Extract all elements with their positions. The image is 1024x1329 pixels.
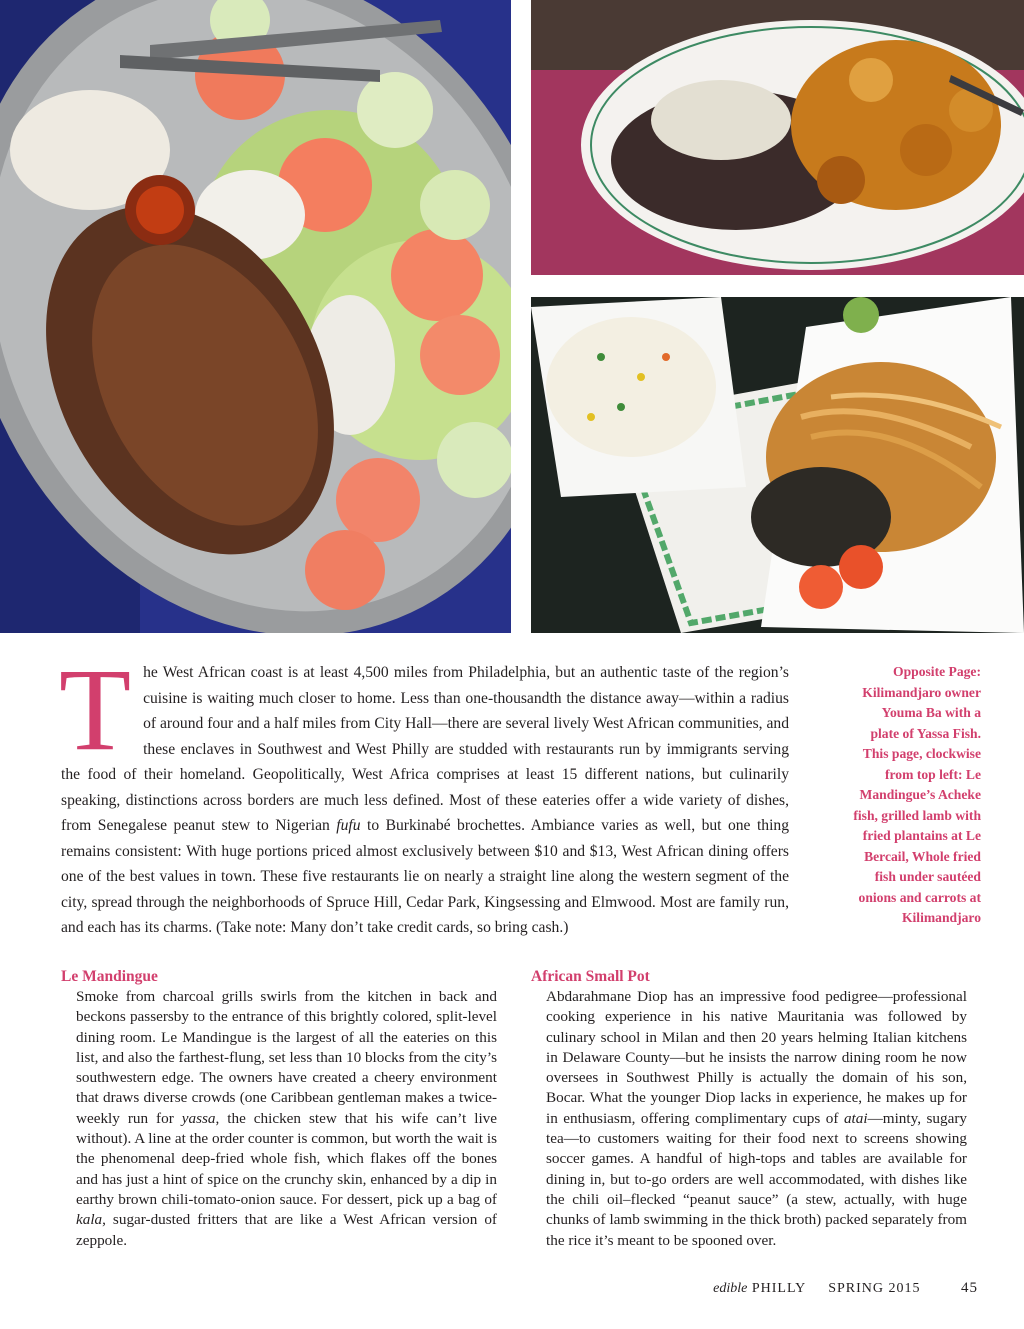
kala-term: kala — [76, 1211, 103, 1229]
kilimandjaro-fish-photo — [531, 297, 1024, 633]
body-text: , sugar-dusted fritters that are like a West African version of zeppole. — [76, 1211, 497, 1249]
african-small-pot-body — [546, 987, 967, 1251]
body-text: —minty, sugary tea—to customers waiting for their food next to screens showing soccer games. A handful of high-tops and tables are available for dining in, but to-go orders are well accommodated, with dishes like the chili oil–flecked “peanut sauce” (a stew, actually, with huge chunks of lamb swimming in the thick broth) packed separately from the rice it’s meant to be spooned over. — [546, 1109, 967, 1249]
caption-line: onions and carrots at — [858, 889, 981, 905]
caption-line: plate of Yassa Fish. — [870, 725, 981, 741]
african-small-pot-heading: African Small Pot — [531, 968, 650, 985]
magazine-brand-italic: edible — [713, 1281, 748, 1296]
caption-line: fish under sautéed — [874, 869, 981, 884]
yassa-term: yassa — [181, 1109, 216, 1127]
photo-caption — [834, 662, 981, 929]
intro-fufu-term: fufu — [336, 817, 361, 834]
le-mandingue-section — [61, 967, 497, 1251]
caption-line: Kilimandjaro owner — [862, 684, 981, 700]
caption-line: Opposite Page: — [893, 664, 981, 679]
intro-paragraph — [59, 644, 790, 941]
le-mandingue-heading: Le Mandingue — [61, 968, 158, 985]
caption-line: Bercail, Whole fried — [864, 848, 981, 864]
body-text: , the chicken stew that his wife can’t live without). A line at the order counter is common, but worth the wait is the phenomenal deep-fried whole fish, which flakes off the bones and has just a hint of spice on the crunchy skin, enhanced by a dip in earthy brown chili-tomato-onion sauce. For dessert, pick up a bag of — [76, 1109, 498, 1208]
magazine-brand-city: PHILLY — [751, 1281, 806, 1296]
caption-line: from top left: Le — [884, 766, 981, 782]
grilled-lamb-photo — [531, 0, 1024, 275]
body-text: Smoke from charcoal grills swirls from the kitchen in back and beckons passersby to the entrance of this brightly colored, split-level dining room. Le Mandingue is the largest of all the eateries on this list, and also the farthest-flung, set less than 10 blocks from the city’s southwestern edge. The owners have created a cheery environment that draws diverse crowds (one Caribbean gentleman makes a twice-weekly run for — [76, 988, 497, 1127]
caption-line: fried plantains at Le — [862, 828, 981, 843]
page-footer — [713, 1280, 978, 1297]
body-text: Abdarahmane Diop has an impressive food pedigree—professional cooking experience in his native Mauritania was followed by culinary school in Milan and then 20 years helming Italian kitchens in Delaware County—but he insists the narrow dining room he now oversees in Southwest Philly is actually the domain of his son, Bocar. What the younger Diop lacks in experience, he makes up for in enthusiasm, offering complimentary cups of — [546, 988, 967, 1127]
le-mandingue-body — [76, 987, 497, 1251]
atai-term: atai — [843, 1109, 868, 1127]
page-number: 45 — [961, 1280, 978, 1296]
caption-line: fish, grilled lamb with — [853, 807, 981, 823]
fish-platter-photo — [0, 0, 511, 633]
issue-label: SPRING 2015 — [828, 1281, 921, 1296]
drop-cap: T — [59, 644, 132, 775]
caption-line: This page, clockwise — [862, 746, 981, 761]
caption-line: Youma Ba with a — [881, 705, 981, 720]
caption-line: Kilimandjaro — [901, 910, 981, 925]
african-small-pot-section — [531, 967, 967, 1251]
intro-text-part1: he West African coast is at least 4,500 miles from Philadelphia, but an authentic taste of the region’s cuisine is waiting much closer to home. Less than one-thousandth the distance away—within a radius of around four and a half miles from City Hall—there are several lively West African communities, and these enclaves in Southwest and West Philly are studded with restaurants run by immigrants serving the food of their homeland. Geopolitically, West Africa comprises at least 15 different nations, but culinarily speaking, distinctions across borders are much less defined. Most of these eateries offer a wide variety of dishes, from Senegalese peanut stew to Nigerian — [61, 664, 789, 834]
intro-text-part2: to Burkinabé brochettes. Ambiance varies as well, but one thing remains consistent: With huge portions priced almost exclusively between $10 and $13, West African dining offers one of the best values in town. These five restaurants lie on nearly a straight line along the western segment of the city, spread through the neighborhoods of Spruce Hill, Cedar Park, Kingsessing and Elmwood. Most are family run, and each has its charms. (Take note: Many don’t take credit cards, so bring cash.) — [61, 817, 790, 936]
caption-line: Mandingue’s Acheke — [859, 787, 981, 802]
